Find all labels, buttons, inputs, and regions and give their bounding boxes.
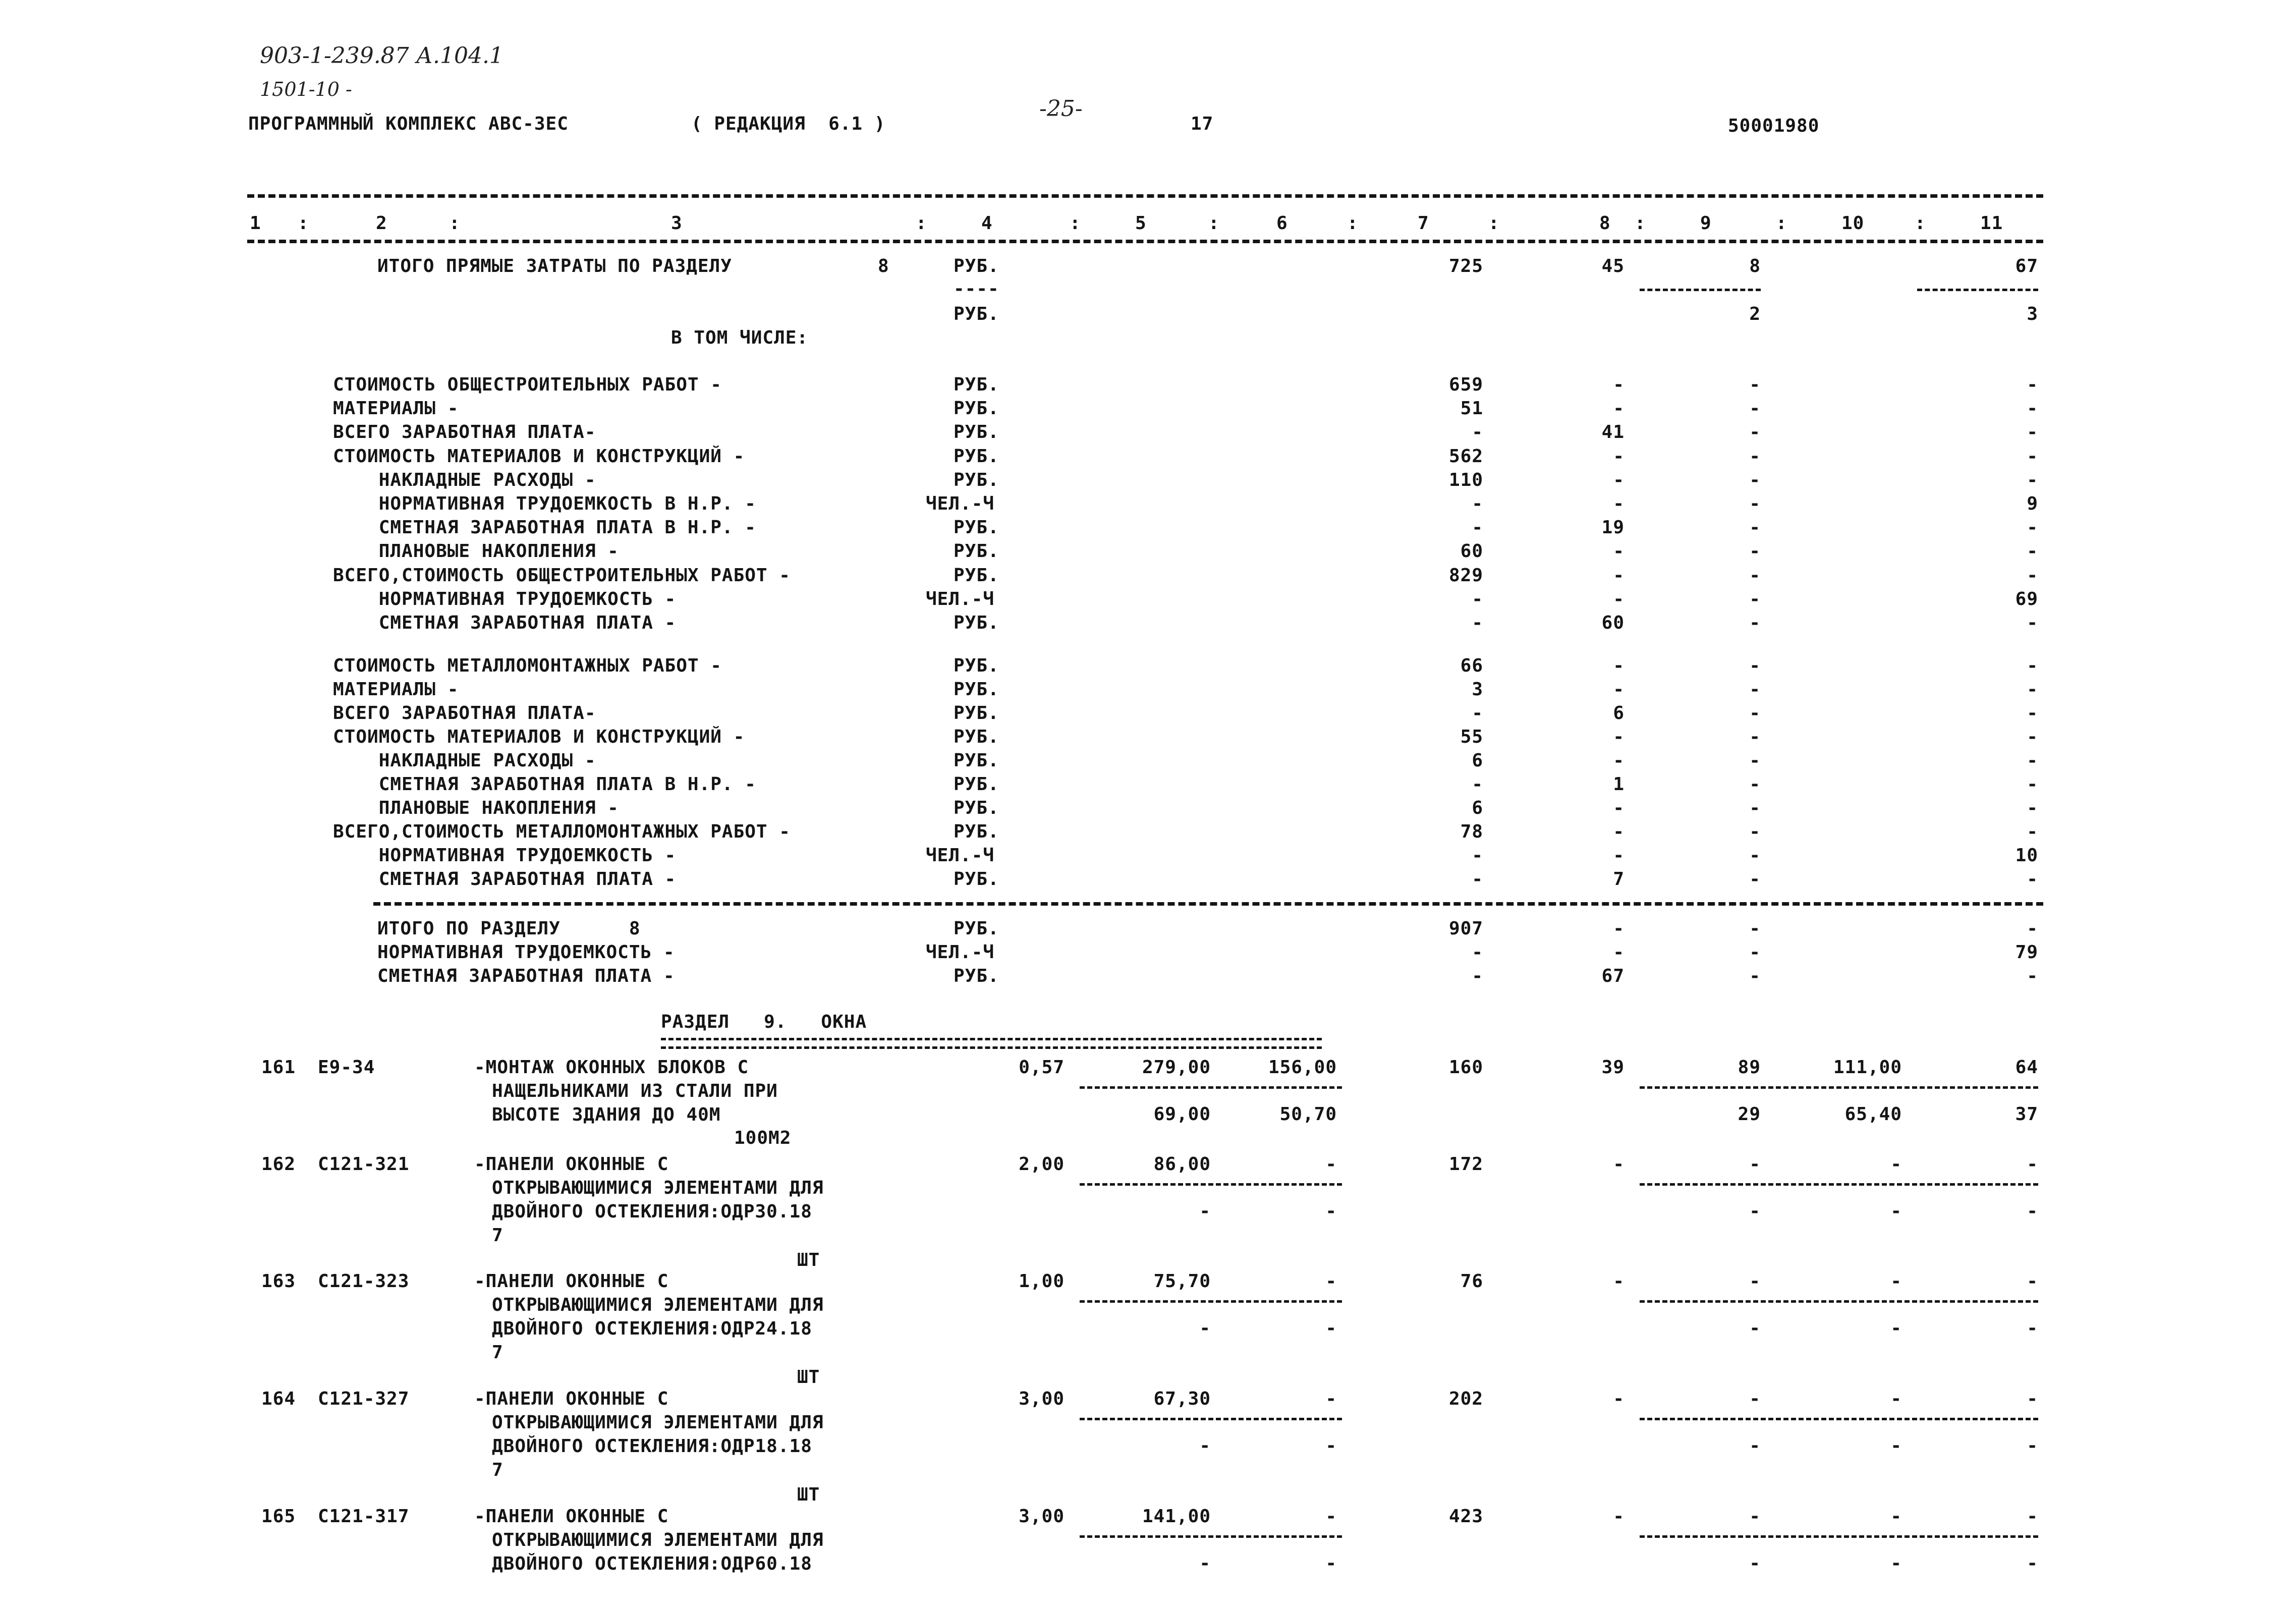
item-col5-lower: - [1199,1435,1211,1456]
construction-row-unit: ЧЕЛ.-Ч [926,588,995,609]
program-edition: ( РЕДАКЦИЯ 6.1 ) [691,114,886,134]
item-col6-lower: - [1325,1318,1337,1339]
section-total-label: НОРМАТИВНАЯ ТРУДОЕМКОСТЬ - [377,942,675,963]
section-total-col11: - [2027,918,2038,939]
metal-row-label: ПЛАНОВЫЕ НАКОПЛЕНИЯ - [333,798,619,818]
item-col5-lower: 69,00 [1153,1104,1211,1125]
metal-row-col7: 3 [1472,679,1483,700]
construction-row-col9: - [1749,493,1761,514]
column-header-6: 6 [1276,213,1288,234]
item-col9-lower: 29 [1738,1104,1761,1125]
section-total-col11: 79 [2015,942,2038,963]
construction-row-col11: - [2027,613,2038,633]
item-description-line: ДВОЙНОГО ОСТЕКЛЕНИЯ:ОДР18.18 [492,1436,812,1457]
metal-row-col8: - [1613,845,1625,866]
column-separator: : [449,213,461,234]
item-rule-col9-11 [1640,1418,2038,1420]
metal-row-label: СМЕТНАЯ ЗАРАБОТНАЯ ПЛАТА В Н.Р. - [333,774,756,795]
item-description-line: -ПАНЕЛИ ОКОННЫЕ С [474,1388,669,1409]
metal-row-col11: 10 [2015,845,2038,866]
construction-row-col9: - [1749,374,1761,395]
construction-row-col8: 19 [1601,517,1625,538]
item-description-line: ОТКРЫВАЮЩИМИСЯ ЭЛЕМЕНТАМИ ДЛЯ [492,1178,824,1198]
metal-row-col9: - [1749,750,1761,771]
construction-row-col11: - [2027,422,2038,443]
metal-row-col7: - [1472,845,1483,866]
metal-row-col7: 78 [1460,821,1483,842]
item-col10-lower: - [1890,1553,1902,1574]
construction-row-col8: - [1613,446,1625,467]
metal-row-unit: РУБ. [954,655,999,676]
item-col6: - [1325,1388,1337,1409]
metal-row-col11: - [2027,655,2038,676]
section9-double-rule [661,1038,1322,1049]
item-col9-lower: - [1749,1318,1761,1339]
direct-costs-col9: 8 [1749,256,1761,276]
item-col7: 172 [1448,1154,1483,1175]
item-rule-col5-6 [1080,1183,1342,1186]
document-code: 50001980 [1728,116,1820,136]
item-number: 164 [261,1388,296,1409]
direct-costs-col8: 45 [1601,256,1625,276]
construction-row-label: НОРМАТИВНАЯ ТРУДОЕМКОСТЬ В Н.Р. - [333,493,756,514]
item-number: 165 [261,1506,296,1527]
construction-row-unit: РУБ. [954,374,999,395]
construction-row-label: НАКЛАДНЫЕ РАСХОДЫ - [333,469,596,490]
construction-row-col7: - [1472,422,1483,443]
section-total-unit: РУБ. [954,966,999,986]
metal-row-unit: РУБ. [954,703,999,724]
section-total-col8: - [1613,918,1625,939]
metal-row-col9: - [1749,798,1761,818]
section-total-col9: - [1749,966,1761,986]
item-col9: - [1749,1506,1761,1527]
item-code: С121-317 [318,1506,410,1527]
construction-row-col7: - [1472,613,1483,633]
construction-row-col7: 110 [1448,469,1483,490]
metal-row-col8: - [1613,727,1625,747]
column-header-1: 1 [250,213,261,234]
direct-costs-col9b: 2 [1749,304,1761,324]
item-col7: 76 [1460,1271,1483,1292]
metal-row-unit: РУБ. [954,679,999,700]
metal-row-col11: - [2027,703,2038,724]
metal-row-col11: - [2027,750,2038,771]
construction-row-label: ПЛАНОВЫЕ НАКОПЛЕНИЯ - [333,541,619,562]
construction-row-col9: - [1749,565,1761,586]
item-code: С121-327 [318,1388,410,1409]
item-col10-lower: - [1890,1318,1902,1339]
metal-row-col9: - [1749,869,1761,890]
item-col6-lower: - [1325,1553,1337,1574]
construction-row-col9: - [1749,613,1761,633]
metal-row-col8: - [1613,655,1625,676]
item-description-line: ОТКРЫВАЮЩИМИСЯ ЭЛЕМЕНТАМИ ДЛЯ [492,1295,824,1315]
metal-row-col8: - [1613,679,1625,700]
metal-row-col7: 6 [1472,798,1483,818]
metal-row-label: ВСЕГО,СТОИМОСТЬ МЕТАЛЛОМОНТАЖНЫХ РАБОТ - [333,821,791,842]
item-col5: 86,00 [1153,1154,1211,1175]
construction-row-label: СМЕТНАЯ ЗАРАБОТНАЯ ПЛАТА - [333,613,677,633]
metal-row-col9: - [1749,679,1761,700]
rule-header-bottom [247,240,2043,243]
metal-row-label: НАКЛАДНЫЕ РАСХОДЫ - [333,750,596,771]
metal-row-unit: ЧЕЛ.-Ч [926,845,995,866]
column-header-4: 4 [981,213,993,234]
item-col11-lower: - [2027,1318,2038,1339]
item-col5-lower: - [1199,1553,1211,1574]
construction-row-col8: - [1613,588,1625,609]
construction-row-unit: РУБ. [954,422,999,443]
column-header-7: 7 [1418,213,1429,234]
section-total-unit: РУБ. [954,918,999,939]
direct-costs-unit: РУБ. [954,256,999,276]
metal-row-col8: 6 [1613,703,1625,724]
construction-row-col7: - [1472,517,1483,538]
column-header-5: 5 [1135,213,1147,234]
construction-row-unit: РУБ. [954,565,999,586]
metal-row-unit: РУБ. [954,750,999,771]
construction-row-col8: - [1613,541,1625,562]
item-col11: - [2027,1154,2038,1175]
item-quantity: 0,57 [1019,1057,1065,1078]
item-quantity: 2,00 [1019,1154,1065,1175]
construction-row-col8: 41 [1601,422,1625,443]
item-col11: - [2027,1388,2038,1409]
column-separator: : [1488,213,1500,234]
item-col6-lower: 50,70 [1279,1104,1337,1125]
construction-row-col11: - [2027,541,2038,562]
item-description-line: НАЩЕЛЬНИКАМИ ИЗ СТАЛИ ПРИ [492,1081,778,1101]
construction-row-col7: 829 [1448,565,1483,586]
section-total-unit: ЧЕЛ.-Ч [926,942,995,963]
metal-row-unit: РУБ. [954,869,999,890]
metal-row-col8: 7 [1613,869,1625,890]
construction-row-col8: - [1613,398,1625,419]
metal-row-col7: 66 [1460,655,1483,676]
item-col9: - [1749,1271,1761,1292]
item-description-line: -ПАНЕЛИ ОКОННЫЕ С [474,1506,669,1527]
column-separator: : [1347,213,1359,234]
construction-row-col8: - [1613,493,1625,514]
item-description-line: 7 [492,1342,503,1363]
handwritten-page-number: -25- [1039,96,1083,122]
column-separator: : [1915,213,1926,234]
item-col6-lower: - [1325,1435,1337,1456]
item-col10: - [1890,1154,1902,1175]
section-total-col7: 907 [1448,918,1483,939]
construction-row-col8: - [1613,469,1625,490]
column-separator: : [1776,213,1787,234]
metal-row-col7: - [1472,774,1483,795]
item-col6: - [1325,1506,1337,1527]
item-col6-lower: - [1325,1201,1337,1221]
item-col6: - [1325,1154,1337,1175]
column-header-8: 8 [1599,213,1611,234]
item-col9: - [1749,1388,1761,1409]
construction-row-label: СТОИМОСТЬ ОБЩЕСТРОИТЕЛЬНЫХ РАБОТ - [333,374,722,395]
item-rule-col5-6 [1080,1535,1342,1538]
construction-row-col11: - [2027,565,2038,586]
item-col5: 141,00 [1142,1506,1211,1527]
item-col8: - [1613,1506,1625,1527]
metal-row-col9: - [1749,727,1761,747]
construction-row-col9: - [1749,422,1761,443]
item-code: Е9-34 [318,1057,375,1078]
item-col10: - [1890,1388,1902,1409]
item-col9-lower: - [1749,1553,1761,1574]
item-col5: 279,00 [1142,1057,1211,1078]
item-col10-lower: - [1890,1201,1902,1221]
item-col5: 67,30 [1153,1388,1211,1409]
metal-row-label: ВСЕГО ЗАРАБОТНАЯ ПЛАТА- [333,703,596,724]
metal-row-col8: 1 [1613,774,1625,795]
construction-row-col9: - [1749,446,1761,467]
construction-row-col8: 60 [1601,613,1625,633]
section-total-label: СМЕТНАЯ ЗАРАБОТНАЯ ПЛАТА - [377,966,675,986]
item-col10-lower: 65,40 [1844,1104,1902,1125]
item-col9-lower: - [1749,1201,1761,1221]
item-code: С121-323 [318,1271,410,1292]
item-rule-col5-6 [1080,1300,1342,1303]
construction-row-col11: - [2027,517,2038,538]
column-header-2: 2 [376,213,387,234]
direct-costs-unit2: РУБ. [954,304,999,324]
construction-row-label: НОРМАТИВНАЯ ТРУДОЕМКОСТЬ - [333,588,677,609]
metal-row-label: НОРМАТИВНАЯ ТРУДОЕМКОСТЬ - [333,845,677,866]
column-separator: : [916,213,927,234]
direct-costs-section: 8 [878,256,889,276]
construction-row-col9: - [1749,469,1761,490]
item-col7: 423 [1448,1506,1483,1527]
metal-row-col7: 6 [1472,750,1483,771]
metal-row-col9: - [1749,655,1761,676]
construction-row-unit: РУБ. [954,613,999,633]
item-description-line: ДВОЙНОГО ОСТЕКЛЕНИЯ:ОДР60.18 [492,1553,812,1574]
construction-row-col9: - [1749,517,1761,538]
column-separator: : [298,213,309,234]
construction-row-col11: - [2027,374,2038,395]
construction-row-col7: 60 [1460,541,1483,562]
metal-row-col11: - [2027,679,2038,700]
in-that-number-heading: В ТОМ ЧИСЛЕ: [671,327,809,348]
metal-row-col11: - [2027,798,2038,818]
item-col11: - [2027,1271,2038,1292]
item-rule-col5-6 [1080,1086,1342,1089]
section-total-col7: - [1472,966,1483,986]
item-description-line: ОТКРЫВАЮЩИМИСЯ ЭЛЕМЕНТАМИ ДЛЯ [492,1412,824,1433]
item-col11: - [2027,1506,2038,1527]
item-col9-lower: - [1749,1435,1761,1456]
direct-costs-col7: 725 [1448,256,1483,276]
item-description-line: -ПАНЕЛИ ОКОННЫЕ С [474,1154,669,1175]
metal-row-col11: - [2027,869,2038,890]
section-total-col9: - [1749,918,1761,939]
item-description-line: 7 [492,1225,503,1246]
item-col11-lower: 37 [2015,1104,2038,1125]
item-col8: - [1613,1388,1625,1409]
metal-row-col11: - [2027,821,2038,842]
metal-row-label: СТОИМОСТЬ МЕТАЛЛОМОНТАЖНЫХ РАБОТ - [333,655,722,676]
construction-row-label: СМЕТНАЯ ЗАРАБОТНАЯ ПЛАТА В Н.Р. - [333,517,756,538]
column-separator: : [1070,213,1081,234]
item-col11-lower: - [2027,1435,2038,1456]
page-number: 17 [1191,114,1214,134]
metal-row-col9: - [1749,845,1761,866]
item-col10: - [1890,1271,1902,1292]
item-col7: 160 [1448,1057,1483,1078]
item-unit: 100М2 [734,1128,792,1148]
construction-row-unit: РУБ. [954,469,999,490]
construction-row-unit: ЧЕЛ.-Ч [926,493,995,514]
metal-row-col8: - [1613,821,1625,842]
metal-row-unit: РУБ. [954,774,999,795]
metal-row-col7: 55 [1460,727,1483,747]
handwritten-sheet-code: 1501-10 - [260,78,352,100]
column-header-9: 9 [1700,213,1712,234]
column-separator: : [1208,213,1220,234]
direct-costs-col11: 67 [2015,256,2038,276]
item-col5: 75,70 [1153,1271,1211,1292]
metal-row-col9: - [1749,821,1761,842]
metal-row-unit: РУБ. [954,727,999,747]
metal-row-col8: - [1613,750,1625,771]
item-col11-lower: - [2027,1201,2038,1221]
program-title: ПРОГРАММНЫЙ КОМПЛЕКС АВС-3ЕС [248,114,569,134]
item-col10: 111,00 [1833,1057,1902,1078]
item-description-line: ДВОЙНОГО ОСТЕКЛЕНИЯ:ОДР24.18 [492,1318,812,1339]
item-quantity: 1,00 [1019,1271,1065,1292]
item-rule-col9-11 [1640,1086,2038,1089]
item-number: 162 [261,1154,296,1175]
section9-title: РАЗДЕЛ 9. ОКНА [661,1012,867,1032]
column-header-3: 3 [671,213,683,234]
metal-row-label: СТОИМОСТЬ МАТЕРИАЛОВ И КОНСТРУКЦИЙ - [333,727,745,747]
metal-row-col9: - [1749,774,1761,795]
construction-row-col8: - [1613,374,1625,395]
item-description-line: ВЫСОТЕ ЗДАНИЯ ДО 40М [492,1104,721,1125]
item-col9: - [1749,1154,1761,1175]
item-col5-lower: - [1199,1201,1211,1221]
section-total-col8: 67 [1601,966,1625,986]
item-number: 161 [261,1057,296,1078]
metal-row-col7: - [1472,869,1483,890]
metal-row-col11: - [2027,774,2038,795]
metal-row-col7: - [1472,703,1483,724]
item-col5-lower: - [1199,1318,1211,1339]
item-col7: 202 [1448,1388,1483,1409]
item-col8: - [1613,1271,1625,1292]
construction-row-unit: РУБ. [954,517,999,538]
rule-top [247,194,2043,198]
construction-row-col9: - [1749,398,1761,419]
item-rule-col9-11 [1640,1535,2038,1538]
handwritten-doc-code: 903-1-239.87 А.104.1 [260,43,503,69]
construction-row-col9: - [1749,541,1761,562]
item-col8: 39 [1601,1057,1625,1078]
metal-row-label: СМЕТНАЯ ЗАРАБОТНАЯ ПЛАТА - [333,869,677,890]
metal-row-col8: - [1613,798,1625,818]
item-rule-col9-11 [1640,1300,2038,1303]
construction-row-col7: 51 [1460,398,1483,419]
section-total-label: ИТОГО ПО РАЗДЕЛУ 8 [377,918,641,939]
construction-row-label: ВСЕГО ЗАРАБОТНАЯ ПЛАТА- [333,422,596,443]
metal-row-col9: - [1749,703,1761,724]
construction-row-col11: 69 [2015,588,2038,609]
item-description-line: -ПАНЕЛИ ОКОННЫЕ С [474,1271,669,1292]
item-unit: ШТ [797,1367,820,1387]
construction-row-col11: - [2027,446,2038,467]
item-col10-lower: - [1890,1435,1902,1456]
item-rule-col5-6 [1080,1418,1342,1420]
item-quantity: 3,00 [1019,1506,1065,1527]
column-header-10: 10 [1841,213,1865,234]
construction-row-unit: РУБ. [954,398,999,419]
item-col11-lower: - [2027,1553,2038,1574]
construction-row-unit: РУБ. [954,446,999,467]
item-col9: 89 [1738,1057,1761,1078]
metal-row-unit: РУБ. [954,821,999,842]
item-col6: 156,00 [1268,1057,1337,1078]
construction-row-col8: - [1613,565,1625,586]
item-description-line: ДВОЙНОГО ОСТЕКЛЕНИЯ:ОДР30.18 [492,1201,812,1222]
item-rule-col9-11 [1640,1183,2038,1186]
construction-row-col7: 562 [1448,446,1483,467]
construction-row-label: МАТЕРИАЛЫ - [333,398,459,419]
direct-costs-label: ИТОГО ПРЯМЫЕ ЗАТРАТЫ ПО РАЗДЕЛУ [377,256,732,276]
column-separator: : [1635,213,1646,234]
item-description-line: 7 [492,1460,503,1480]
construction-row-col7: - [1472,493,1483,514]
column-header-11: 11 [1980,213,2003,234]
construction-row-label: СТОИМОСТЬ МАТЕРИАЛОВ И КОНСТРУКЦИЙ - [333,446,745,467]
item-col8: - [1613,1154,1625,1175]
construction-row-label: ВСЕГО,СТОИМОСТЬ ОБЩЕСТРОИТЕЛЬНЫХ РАБОТ - [333,565,791,586]
construction-row-col11: 9 [2027,493,2038,514]
rule-section-total [373,902,2043,906]
item-col10: - [1890,1506,1902,1527]
item-col11: 64 [2015,1057,2038,1078]
construction-row-col11: - [2027,398,2038,419]
construction-row-col7: - [1472,588,1483,609]
item-unit: ШТ [797,1484,820,1505]
item-description-line: -МОНТАЖ ОКОННЫХ БЛОКОВ С [474,1057,749,1078]
metal-row-label: МАТЕРИАЛЫ - [333,679,459,700]
section-total-col7: - [1472,942,1483,963]
construction-row-col7: 659 [1448,374,1483,395]
section-total-col9: - [1749,942,1761,963]
metal-row-col11: - [2027,727,2038,747]
construction-row-col11: - [2027,469,2038,490]
section-total-col8: - [1613,942,1625,963]
direct-costs-col9-rule [1640,289,1761,291]
item-code: С121-321 [318,1154,410,1175]
construction-row-col9: - [1749,588,1761,609]
metal-row-unit: РУБ. [954,798,999,818]
section-total-col11: - [2027,966,2038,986]
item-description-line: ОТКРЫВАЮЩИМИСЯ ЭЛЕМЕНТАМИ ДЛЯ [492,1530,824,1550]
item-col6: - [1325,1271,1337,1292]
item-number: 163 [261,1271,296,1292]
item-unit: ШТ [797,1250,820,1270]
direct-costs-unit-dash: ---- [954,279,999,299]
direct-costs-col11b: 3 [2027,304,2038,324]
construction-row-unit: РУБ. [954,541,999,562]
item-quantity: 3,00 [1019,1388,1065,1409]
direct-costs-col11-rule [1917,289,2038,291]
